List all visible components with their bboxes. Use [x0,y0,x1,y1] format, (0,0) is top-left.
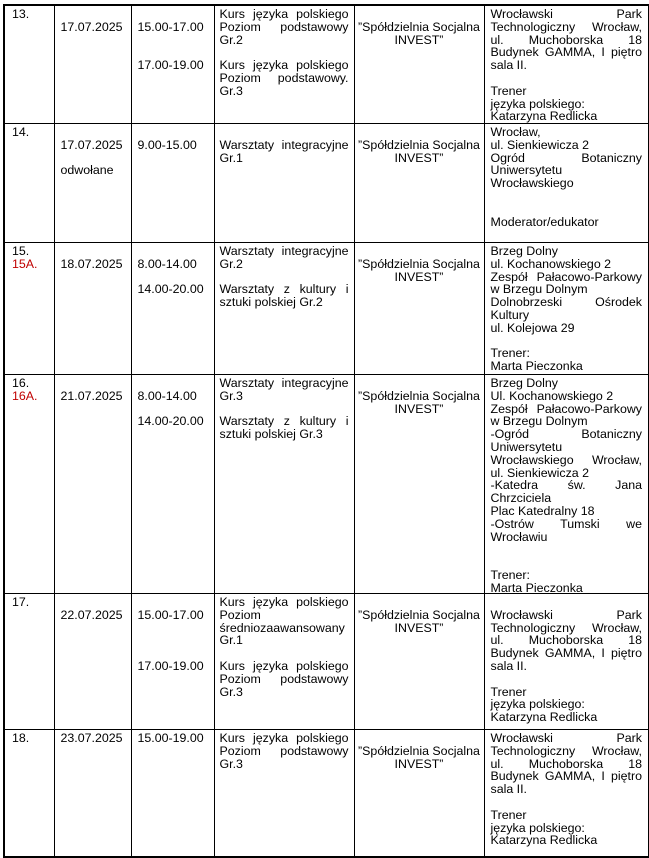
cell-number [4,5,54,124]
organizer-line: INVEST” [394,150,444,165]
table-row [4,124,649,243]
location-paragraph: -Katedra św. Jana Chrzciciela [490,478,642,506]
cell-activity [214,124,354,243]
location-content [485,243,649,374]
cell-time [131,730,214,858]
activity-paragraph: Warsztaty z kultury i sztuki polskiej Gr.2 [219,282,349,310]
cell-organizer [354,243,484,375]
cell-date [54,375,131,594]
table-row [4,375,649,594]
location-paragraph: Dolnobrzeski Ośrodek Kultury [490,295,642,322]
location-paragraph: Wrocław, [490,125,541,139]
location-paragraph: Trener [490,83,527,98]
location-paragraph: ul. Sienkiewicza 2 [490,137,589,152]
location-paragraph: Zespół Pałacowo-Parkowy w Brzegu Dolnym [490,401,642,429]
cell-number [4,594,54,730]
cell-organizer [354,124,484,243]
organizer-line: ”Spółdzielnia Socjalna [358,19,480,34]
location-paragraph: Brzeg Dolny [490,244,558,258]
location-paragraph: -Ogród Botaniczny Uniwersytetu Wrocławskiego Wrocław, ul. Sienkiewicza 2 [490,427,642,480]
date-content [55,243,131,374]
time-line [138,622,211,635]
cell-activity [214,730,354,858]
organizer-line: INVEST” [394,269,444,284]
organizer-line: INVEST” [394,620,444,635]
location-paragraph: języka polskiego: [490,697,585,712]
time-line: 17.00-19.00 [137,658,204,673]
number-content [5,375,54,593]
table-row [4,730,649,858]
cell-time [131,124,214,243]
cell-number [4,124,54,243]
number-content [5,124,54,242]
time-line: 8.00-14.00 [137,388,197,403]
location-paragraph [491,190,643,203]
cell-date [54,124,131,243]
time-line [138,596,211,609]
number-content [5,243,54,374]
table-row [4,5,649,124]
cell-location [484,730,649,858]
organizer-content [355,243,484,374]
location-paragraph: Plac Katedralny 18 [490,503,595,518]
location-paragraph: ul. Kochanowskiego 2 [490,256,612,271]
cell-time [131,243,214,375]
location-paragraph: -Ostrów Tumski we Wrocławiu [490,516,642,544]
activity-content [215,124,354,242]
date-content [55,6,131,123]
row-number: 13. [12,7,30,21]
cell-location [484,5,649,124]
location-paragraph: języka polskiego: [490,820,585,835]
cell-number [4,730,54,858]
cell-time [131,594,214,730]
date-line: 18.07.2025 [60,256,123,271]
organizer-line: ”Spółdzielnia Socjalna [358,743,480,758]
cell-activity [214,5,354,124]
location-content [485,124,649,242]
activity-content [215,243,354,374]
number-content [5,730,54,856]
cell-organizer [354,594,484,730]
location-paragraph: Wrocławski Park Technologiczny Wrocław, ul. Muchoborska 18 Budynek GAMMA, I piętro sala II. [490,607,642,673]
date-content [55,594,131,729]
organizer-line [357,126,482,139]
location-paragraph: Marta Pieczonka [490,580,583,593]
location-paragraph: Wrocławski Park Technologiczny Wrocław, ul. Muchoborska 18 Budynek GAMMA, I piętro sala II. [490,731,642,797]
location-paragraph: Katarzyna Redlicka [490,109,598,123]
date-content [55,375,131,593]
row-number: 14. [12,125,30,139]
location-paragraph: Trener [490,684,527,699]
time-content [132,594,214,729]
location-content [485,375,649,593]
time-line: 14.00-20.00 [137,282,204,297]
cell-date [54,243,131,375]
cell-organizer [354,375,484,594]
organizer-line: ”Spółdzielnia Socjalna [358,137,480,152]
location-paragraph: Trener: [490,567,530,582]
time-line [138,377,211,390]
row-number: 18. [12,731,30,745]
location-paragraph: Katarzyna Redlicka [490,833,598,848]
cell-activity [214,594,354,730]
cell-date [54,730,131,858]
location-paragraph: ul. Kolejowa 29 [490,320,575,335]
time-content [132,6,214,123]
date-line: 17.07.2025 [60,19,123,34]
cell-time [131,375,214,594]
time-content [132,124,214,242]
table-row [4,594,649,730]
row-number: 16. [12,376,30,390]
location-paragraph [491,203,643,216]
location-paragraph: Brzeg Dolny [490,376,558,390]
cell-number [4,375,54,594]
cell-number [4,243,54,375]
location-paragraph: Katarzyna Redlicka [490,710,598,725]
location-paragraph [491,796,643,809]
location-paragraph: Trener: [490,346,530,361]
organizer-line [357,8,482,21]
activity-paragraph [220,126,349,139]
cell-activity [214,243,354,375]
activity-content [215,730,354,856]
location-paragraph: Zespół Pałacowo-Parkowy w Brzegu Dolnym [490,269,642,297]
time-content [132,730,214,856]
time-line: 9.00-15.00 [137,137,197,152]
cell-location [484,124,649,243]
time-line: 14.00-20.00 [137,414,204,429]
activity-paragraph: Warsztaty integracyjne Gr.3 [219,376,349,403]
cell-activity [214,375,354,594]
organizer-line: INVEST” [394,32,444,47]
organizer-content [355,124,484,242]
time-line [138,8,211,21]
activity-content [215,594,354,729]
activity-content [215,6,354,123]
date-content [55,730,131,856]
date-line: 23.07.2025 [60,731,123,745]
organizer-line [357,596,482,609]
time-content [132,375,214,593]
organizer-content [355,730,484,856]
cell-organizer [354,5,484,124]
location-paragraph: Wrocławski Park Technologiczny Wrocław, ul. Muchoborska 18 Budynek GAMMA, I piętro sala II. [490,7,642,73]
organizer-content [355,6,484,123]
date-line [61,245,127,258]
location-paragraph [491,72,643,85]
date-line [61,377,127,390]
date-line: odwołane [60,163,114,178]
organizer-content [355,375,484,593]
time-line [138,34,211,47]
row-subnumber: 16A. [12,388,38,403]
row-number: 17. [12,595,30,609]
date-line: 21.07.2025 [60,388,123,403]
activity-paragraph: Kurs języka polskiego Poziom podstawowy Gr.2 [219,7,349,47]
date-line [61,126,127,139]
activity-paragraph: Kurs języka polskiego Poziom średniozaawansowany Gr.1 [219,595,349,648]
organizer-line: ”Spółdzielnia Socjalna [358,256,480,271]
time-line [138,126,211,139]
time-line [138,245,211,258]
organizer-line: ”Spółdzielnia Socjalna [358,388,480,403]
location-paragraph: języka polskiego: [490,96,585,111]
time-content [132,243,214,374]
location-paragraph [491,596,643,609]
activity-paragraph: Warsztaty integracyjne Gr.1 [219,137,349,165]
date-line: 17.07.2025 [60,137,123,152]
organizer-line: INVEST” [394,401,444,416]
organizer-content [355,594,484,729]
cell-organizer [354,730,484,858]
organizer-line [357,732,482,745]
location-paragraph [491,543,643,556]
activity-paragraph: Kurs języka polskiego Poziom podstawowy Gr.3 [219,731,349,771]
time-line: 15.00-17.00 [137,607,204,622]
cell-location [484,594,649,730]
number-content [5,6,54,123]
date-line [61,8,127,21]
table-row [4,243,649,375]
date-line [61,596,127,609]
date-line: 22.07.2025 [60,607,123,622]
number-content [5,594,54,729]
location-content [485,730,649,856]
organizer-line: ”Spółdzielnia Socjalna [358,607,480,622]
location-content [485,594,649,729]
activity-paragraph: Warsztaty integracyjne Gr.2 [219,244,349,271]
date-content [55,124,131,242]
cell-location [484,243,649,375]
time-line [138,634,211,647]
cell-date [54,594,131,730]
activity-paragraph: Kurs języka polskiego Poziom podstawowy. Gr.3 [219,58,349,98]
row-subnumber: 15A. [12,256,38,271]
cell-location [484,375,649,594]
schedule-table [3,4,649,858]
location-paragraph: Ul. Kochanowskiego 2 [490,388,614,403]
time-line: 17.00-19.00 [137,58,204,73]
location-content [485,6,649,123]
time-line: 15.00-19.00 [137,731,204,745]
activity-content [215,375,354,593]
time-line: 15.00-17.00 [137,19,204,34]
cell-time [131,5,214,124]
location-paragraph: Trener [490,807,527,822]
location-paragraph: Marta Pieczonka [490,359,583,374]
location-paragraph: Moderator/edukator [490,214,599,229]
activity-paragraph: Warsztaty z kultury i sztuki polskiej Gr.3 [219,414,349,442]
organizer-line [357,245,482,258]
location-paragraph: Ogród Botaniczny Uniwersytetu Wrocławskiego [490,150,642,191]
activity-paragraph: Kurs języka polskiego Poziom podstawowy Gr.3 [219,658,349,699]
table-body [4,5,649,857]
cell-date [54,5,131,124]
organizer-line [357,377,482,390]
organizer-line: INVEST” [394,756,444,771]
row-number: 15. [12,244,30,258]
location-paragraph [491,673,643,686]
time-line: 8.00-14.00 [137,256,197,271]
